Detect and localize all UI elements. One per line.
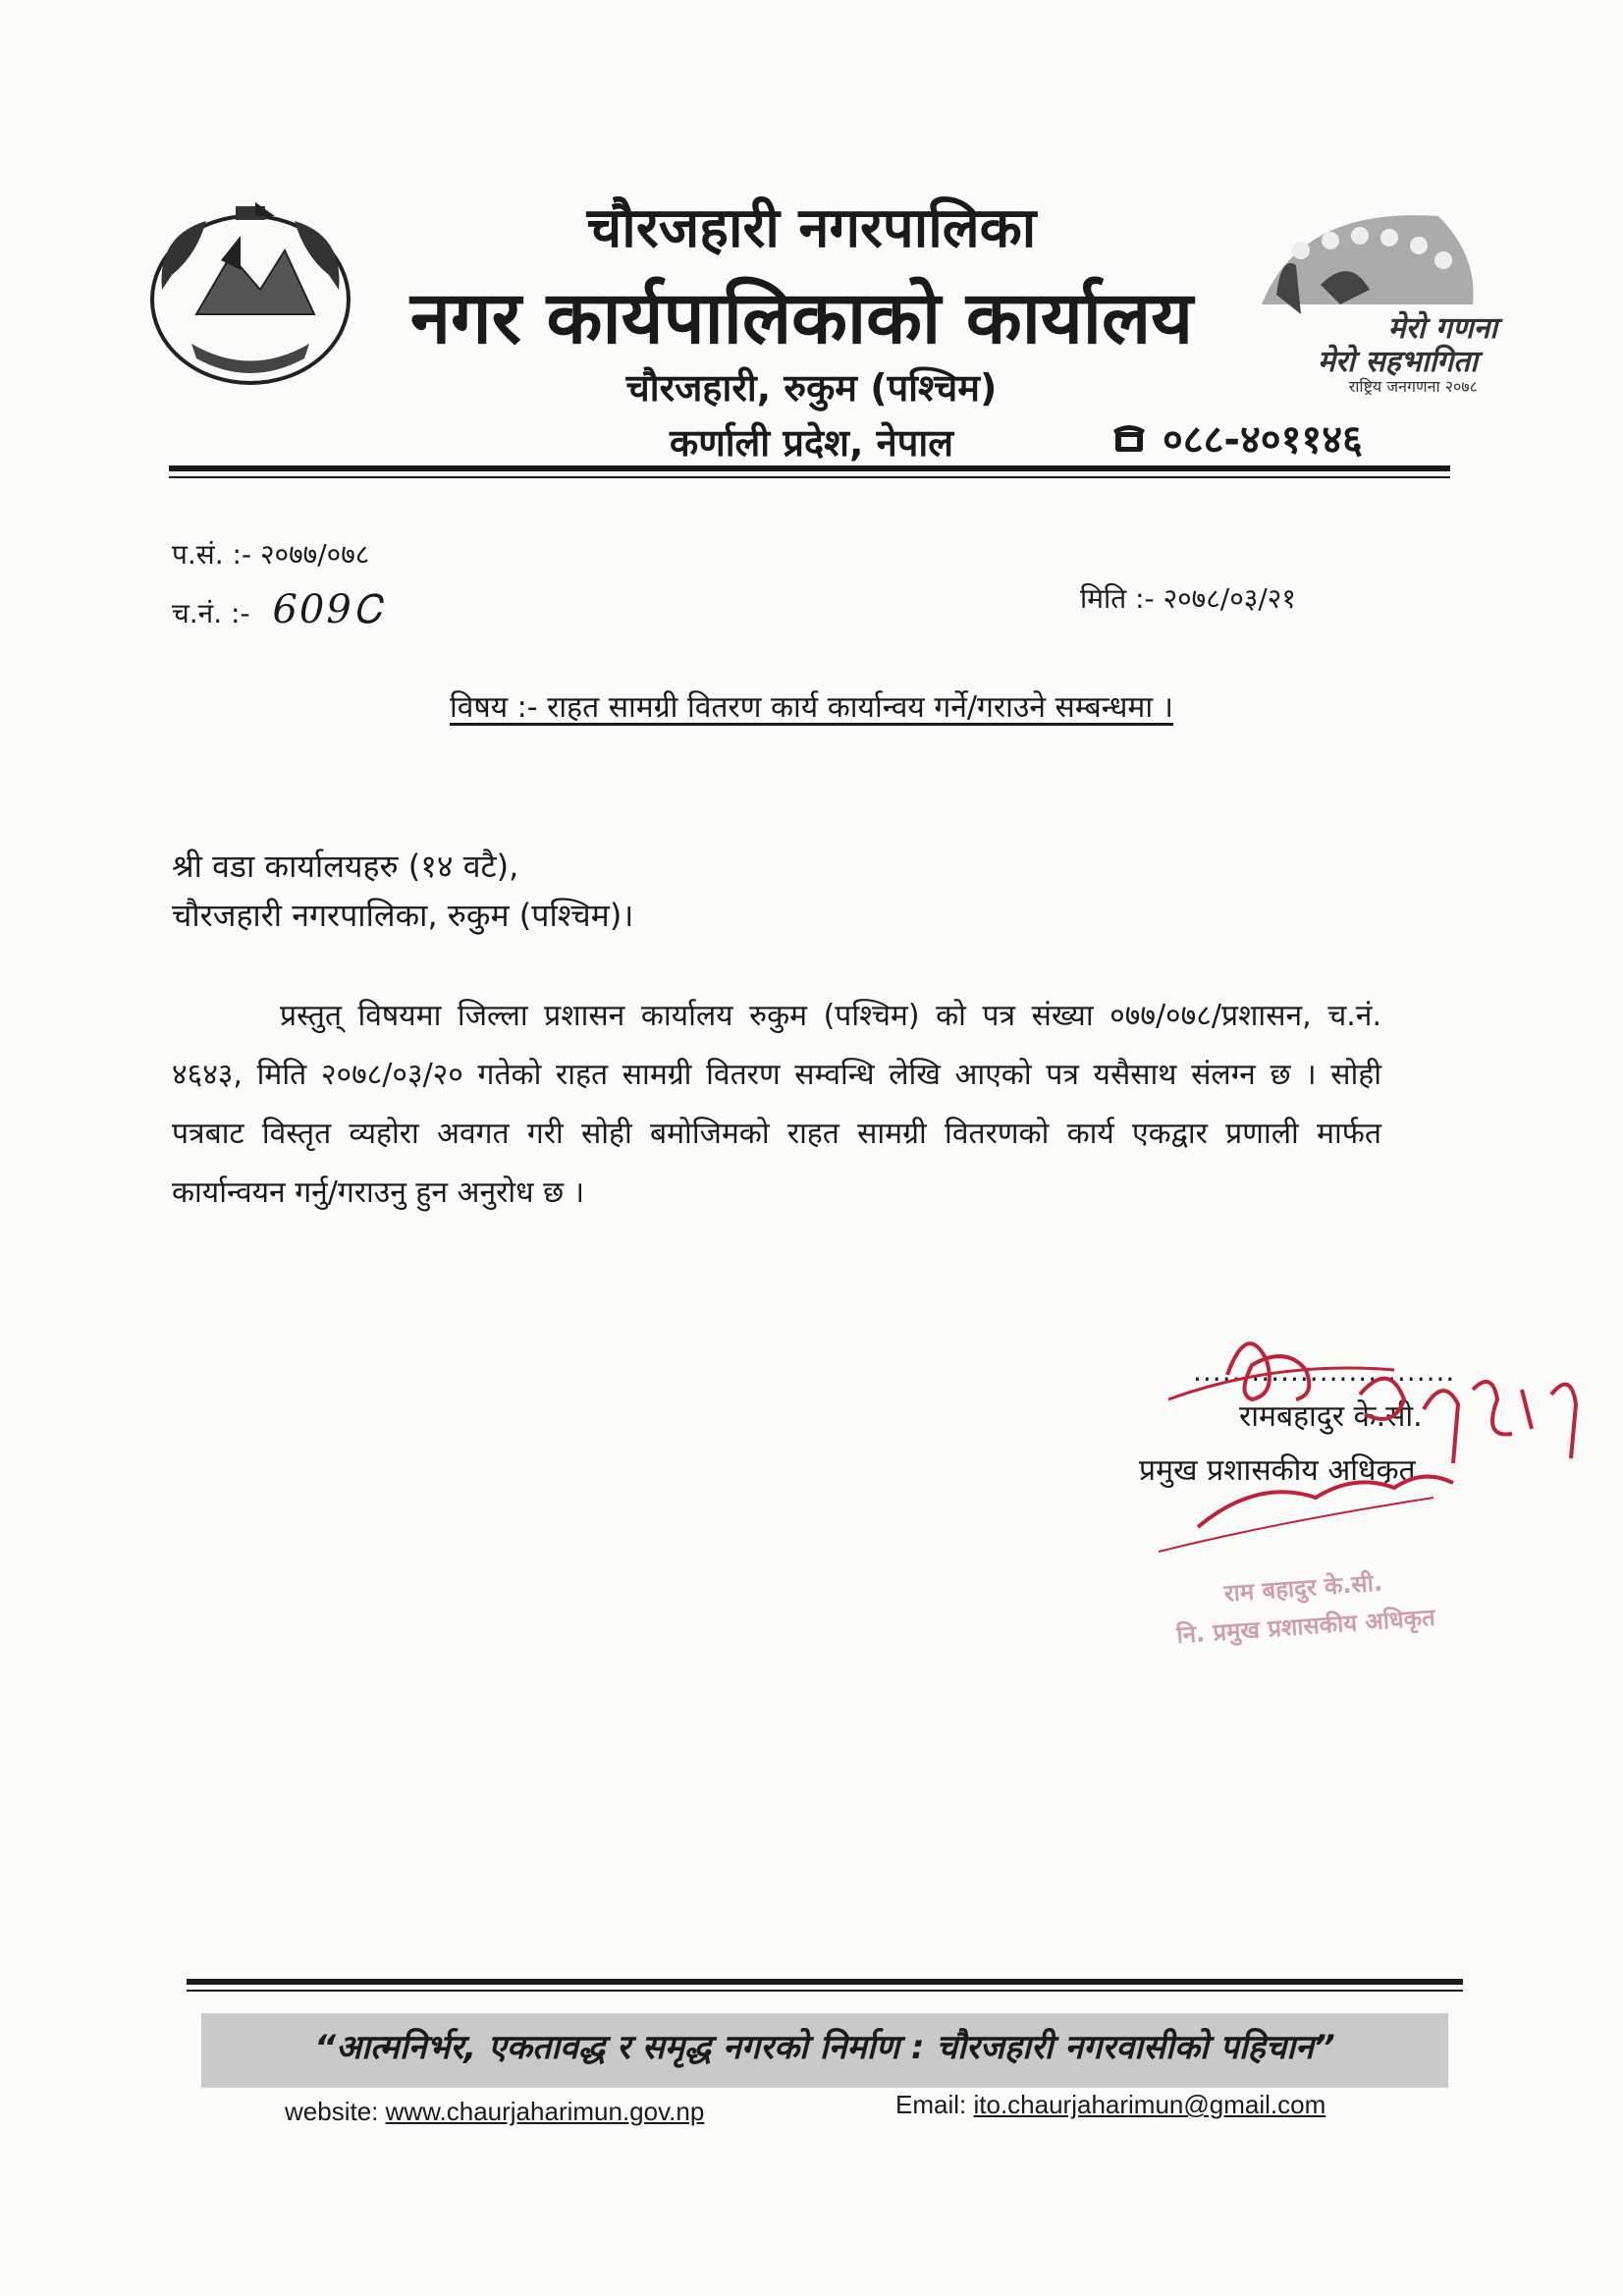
date-label: मिति :- <box>1080 582 1155 615</box>
email-link[interactable]: ito.chaurjaharimun@gmail.com <box>973 2090 1326 2119</box>
reference-number <box>172 535 369 573</box>
ps-value: २०७७/०७८ <box>259 538 370 571</box>
census-slogan-2: मेरो सहभागिता <box>1317 345 1478 379</box>
subject-line <box>0 685 1623 726</box>
signature-dots: ........................... <box>1193 1355 1456 1388</box>
chn-label: च.नं. :- <box>172 597 250 629</box>
signer-name: रामबहादुर के.सी. <box>1239 1399 1423 1434</box>
office-province: कर्णाली प्रदेश, नेपाल <box>670 421 953 465</box>
email-label: Email: <box>895 2090 967 2119</box>
header-rule <box>169 465 1450 471</box>
addressee-line-2: चौरजहारी नगरपालिका, रुकुम (पश्चिम)। <box>172 897 634 934</box>
stamp-name: राम बहादुर के.सी. <box>1222 1568 1383 1608</box>
letter-date <box>1080 579 1296 617</box>
subject-text: विषय :- राहत सामग्री वितरण कार्य कार्यान्वय गर्ने/गराउने सम्बन्धमा । <box>449 690 1174 725</box>
office-name: चौरजहारी नगरपालिका <box>586 196 1037 260</box>
phone-value: ०८८-४०११४६ <box>1163 417 1363 463</box>
date-value: २०७८/०३/२१ <box>1163 582 1296 615</box>
office-subtitle: नगर कार्यपालिकाको कार्यालय <box>409 276 1194 360</box>
census-logo <box>1242 196 1497 396</box>
handwritten-signature <box>1159 1301 1610 1596</box>
footer-slogan: “आत्मनिर्भर, एकतावद्ध र समृद्ध नगरको निर्माण : चौरजहारी नगरवासीको पहिचान” <box>314 2028 1335 2067</box>
footer-rule-thin <box>187 1990 1463 1992</box>
dispatch-number <box>172 587 383 632</box>
website-label: website: <box>285 2097 379 2126</box>
signer-title: प्रमुख प्रशासकीय अधिकृत <box>1139 1453 1416 1488</box>
footer-rule <box>187 1979 1463 1985</box>
website-link[interactable]: www.chaurjaharimun.gov.np <box>385 2097 705 2126</box>
chn-value: 609Ꮯ <box>272 587 384 632</box>
office-address: चौरजहारी, रुकुम (पश्चिम) <box>625 366 998 410</box>
email-row <box>895 2090 1325 2120</box>
website-row <box>285 2097 704 2127</box>
census-slogan-3: राष्ट्रिय जनगणना २०७८ <box>1348 377 1478 396</box>
census-slogan-1: मेरो गणना <box>1387 311 1497 346</box>
letter-body: प्रस्तुत् विषयमा जिल्ला प्रशासन कार्यालय रुकुम (पश्चिम) को पत्र संख्या ०७७/०७८/प्रशासन, च.नं. ४६४३, मिति २०७८/०३/२० गतेको राहत सामग्री वितरण सम्वन्धि लेखि आएको पत्र यसैसाथ संलग्न छ । सोही पत्रबाट विस्तृत व्यहोरा अवगत गरी सोही बमोजिमको राहत सामग्री वितरणको कार्य एकद्वार प्रणाली मार्फत कार्यान्वयन गर्नु/गराउनु हुन अनुरोध छ । <box>172 999 1381 1210</box>
telephone-icon <box>1109 418 1149 458</box>
ps-label: प.सं. :- <box>172 538 252 571</box>
stamp-title: नि. प्रमुख प्रशासकीय अधिकृत <box>1175 1603 1436 1650</box>
addressee-line-1: श्री वडा कार्यालयहरु (१४ वटै), <box>172 847 519 885</box>
phone-number <box>1109 410 1363 465</box>
header-rule-thin <box>169 476 1450 478</box>
